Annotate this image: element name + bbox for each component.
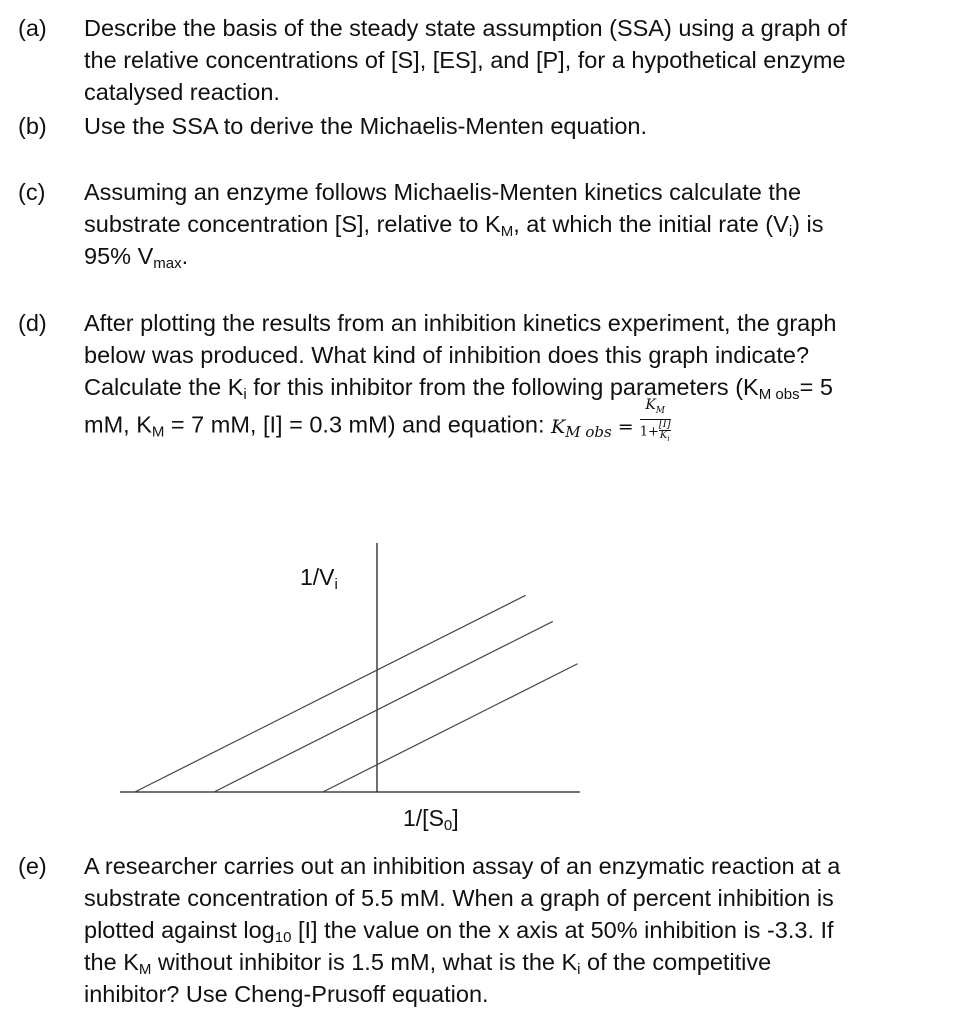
x-axis-label: $1/[S_0]$: [403, 805, 459, 834]
equation: $K_{M obs}$ =: [551, 415, 640, 441]
inhibition-line-3: [323, 664, 578, 792]
inhibition-line-2: [214, 621, 553, 792]
y-axis-label: $1/V_i$: [300, 564, 338, 593]
inhibition-line-1: [135, 595, 526, 792]
question-e-line-3: plotted against $\log_{10} [I]$ the value on the x axis at 50% inhibition is -3.3. If: [84, 917, 834, 946]
question-d-line-4: mM, $K_M = 7$ mM, [I] = 0.3 mM) and equation: $K_{M obs}$ = $K_M$ 1+ $\frac{[I]}{K_i}$: [84, 397, 671, 443]
question-d-line-3: Calculate the $K_i$ for this inhibitor from the following parameters ($K_{M obs}= 5$: [84, 374, 833, 403]
question-e-label: (e): [18, 853, 47, 879]
question-a-line-3: catalysed reaction.: [84, 79, 280, 105]
question-e-line-2: substrate concentration of 5.5 mM. When a graph of percent inhibition is: [84, 885, 834, 911]
equation-fraction: $K_M$ 1+ $\frac{[I]}{K_i}$: [639, 397, 671, 443]
question-a-line-1: Describe the basis of the steady state assumption (SSA) using a graph of: [84, 15, 847, 41]
question-e: [18, 850, 958, 1010]
question-c-line-1: Assuming an enzyme follows Michaelis-Menten kinetics calculate the: [84, 179, 802, 205]
question-a-line-2: the relative concentrations of [S], [ES], and [P], for a hypothetical enzyme: [84, 47, 846, 73]
question-e-line-4: the $K_M$ without inhibitor is 1.5 mM, what is the $K_i$ of the competitive: [84, 949, 772, 978]
question-c-line-3: 95% $V_{max}$.: [84, 243, 189, 272]
question-d-label: (d): [18, 310, 47, 336]
question-e-line-1: A researcher carries out an inhibition assay of an enzymatic reaction at a: [84, 853, 841, 879]
question-b-label: (b): [18, 113, 47, 139]
question-c-label: (c): [18, 179, 46, 205]
question-d-line-1: After plotting the results from an inhibition kinetics experiment, the graph: [84, 310, 837, 336]
question-a-label: (a): [18, 15, 47, 41]
question-b-line-1: Use the SSA to derive the Michaelis-Menten equation.: [84, 113, 648, 139]
question-c-line-2: substrate concentration [S], relative to $K_M$, at which the initial rate $(V_i)$ is: [84, 211, 824, 240]
question-d-line-2: below was produced. What kind of inhibition does this graph indicate?: [84, 342, 810, 368]
question-e-line-5: inhibitor? Use Cheng-Prusoff equation.: [84, 981, 489, 1007]
